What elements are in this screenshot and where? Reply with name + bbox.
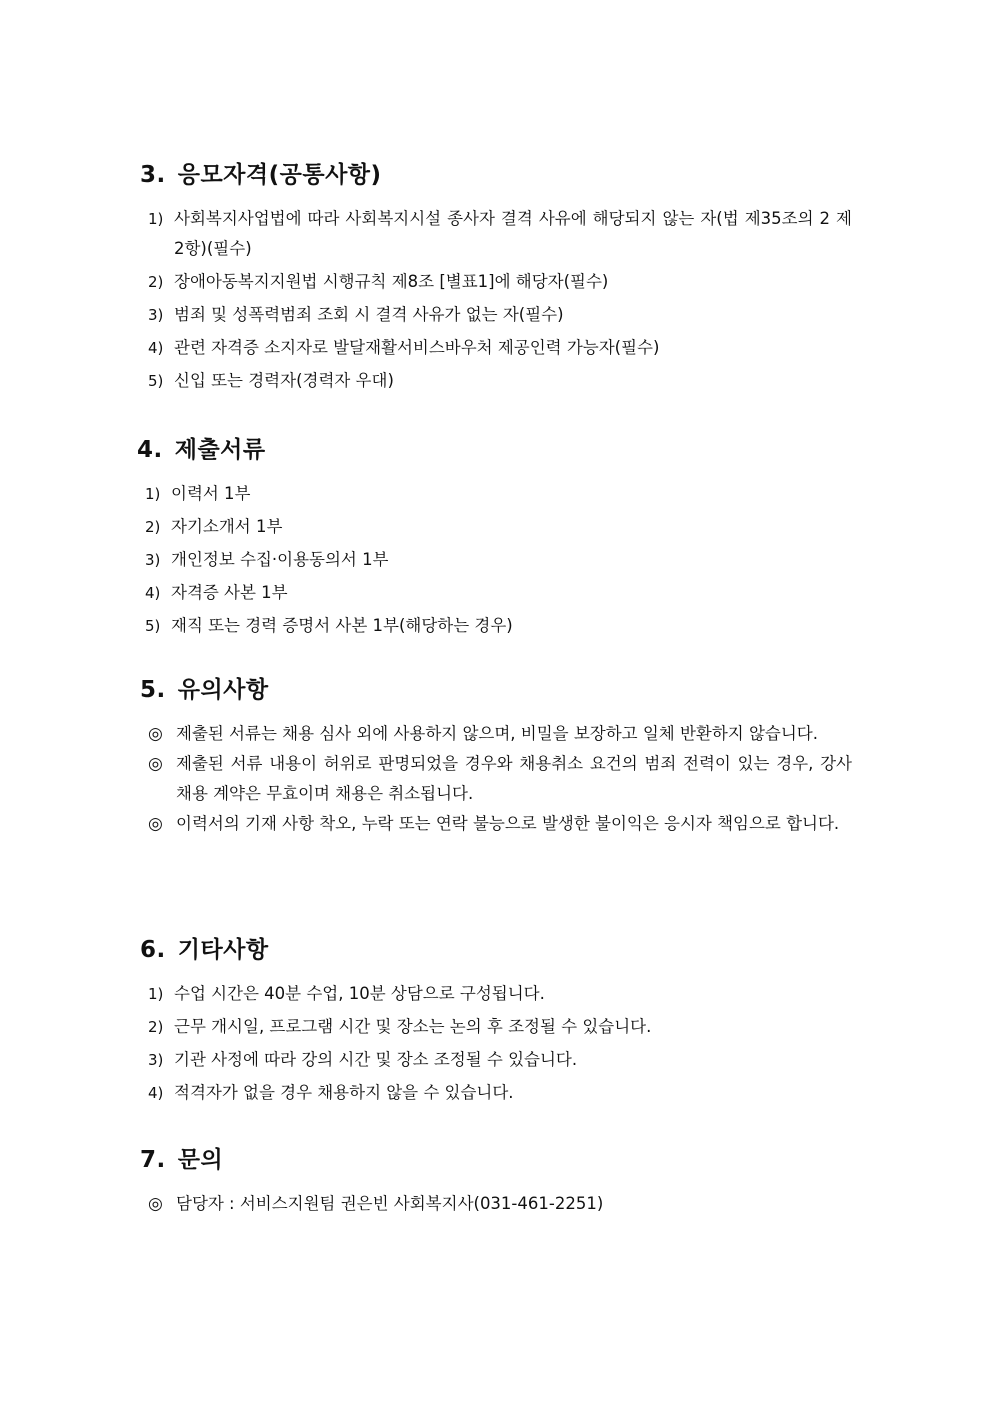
- section-qualifications: [140, 160, 852, 399]
- item-text: 사회복지사업법에 따라 사회복지시설 종사자 결격 사유에 해당되지 않는 자(법 제35조의 2 제2항)(필수): [174, 209, 852, 258]
- item-marker: 1): [148, 985, 164, 1003]
- section-number: 3.: [140, 162, 166, 188]
- item-marker: 1): [145, 485, 161, 503]
- notes-list: [140, 719, 852, 839]
- section-heading: [140, 935, 852, 965]
- section-number: 6.: [140, 937, 166, 963]
- section-title: 제출서류: [174, 437, 266, 463]
- item-marker: 1): [148, 210, 164, 228]
- list-item: [148, 809, 852, 839]
- list-item: [145, 578, 849, 608]
- list-item: [148, 267, 852, 297]
- documents-list: [137, 479, 849, 641]
- list-item: [145, 479, 849, 509]
- item-marker: 2): [145, 518, 161, 536]
- list-item: [148, 1078, 852, 1108]
- list-item: [148, 333, 852, 363]
- item-marker: 5): [145, 617, 161, 635]
- section-title: 응모자격(공통사항): [177, 162, 382, 188]
- bullet-icon: ◎: [148, 724, 163, 744]
- list-item: [148, 1012, 852, 1042]
- section-number: 5.: [140, 677, 166, 703]
- item-text: 제출된 서류는 채용 심사 외에 사용하지 않으며, 비밀을 보장하고 일체 반환하지 않습니다.: [176, 724, 818, 743]
- item-text: 기관 사정에 따라 강의 시간 및 장소 조정될 수 있습니다.: [174, 1050, 578, 1069]
- item-marker: 4): [148, 339, 164, 357]
- list-item: [148, 979, 852, 1009]
- list-item: [148, 300, 852, 330]
- bullet-icon: ◎: [148, 814, 163, 834]
- list-item: [145, 545, 849, 575]
- section-heading: [140, 675, 852, 705]
- item-text: 관련 자격증 소지자로 발달재활서비스바우처 제공인력 가능자(필수): [174, 338, 660, 357]
- section-title: 문의: [177, 1147, 224, 1173]
- bullet-icon: ◎: [148, 1194, 163, 1214]
- section-documents: [137, 435, 849, 644]
- section-heading: [137, 435, 849, 465]
- item-marker: 3): [145, 551, 161, 569]
- item-text: 수업 시간은 40분 수업, 10분 상담으로 구성됩니다.: [174, 984, 545, 1003]
- item-marker: 2): [148, 273, 164, 291]
- item-marker: 3): [148, 306, 164, 324]
- qualifications-list: [140, 204, 852, 396]
- section-contact: [140, 1145, 852, 1219]
- item-marker: 2): [148, 1018, 164, 1036]
- item-marker: 4): [148, 1084, 164, 1102]
- item-text: 자기소개서 1부: [171, 517, 283, 536]
- item-text: 근무 개시일, 프로그램 시간 및 장소는 논의 후 조정될 수 있습니다.: [174, 1017, 652, 1036]
- item-text: 이력서 1부: [171, 484, 251, 503]
- list-item: [148, 1045, 852, 1075]
- item-text: 이력서의 기재 사항 착오, 누락 또는 연락 불능으로 발생한 불이익은 응시자 책임으로 합니다.: [176, 814, 840, 833]
- item-text: 개인정보 수집·이용동의서 1부: [171, 550, 389, 569]
- list-item: [148, 204, 852, 264]
- item-text: 제출된 서류 내용이 허위로 판명되었을 경우와 채용취소 요건의 범죄 전력이 있는 경우, 강사 채용 계약은 무효이며 채용은 취소됩니다.: [176, 754, 852, 803]
- list-item: [148, 366, 852, 396]
- section-title: 기타사항: [177, 937, 269, 963]
- item-marker: 5): [148, 372, 164, 390]
- section-notes: [140, 675, 852, 839]
- list-item: [148, 719, 852, 749]
- list-item: [148, 749, 852, 809]
- section-number: 7.: [140, 1147, 166, 1173]
- list-item: [145, 512, 849, 542]
- section-title: 유의사항: [177, 677, 269, 703]
- item-marker: 4): [145, 584, 161, 602]
- item-marker: 3): [148, 1051, 164, 1069]
- section-number: 4.: [137, 437, 163, 463]
- list-item: [145, 611, 849, 641]
- item-text: 적격자가 없을 경우 채용하지 않을 수 있습니다.: [174, 1083, 514, 1102]
- item-text: 범죄 및 성폭력범죄 조회 시 결격 사유가 없는 자(필수): [174, 305, 564, 324]
- contact-list: [140, 1189, 852, 1219]
- item-text: 장애아동복지지원법 시행규칙 제8조 [별표1]에 해당자(필수): [174, 272, 609, 291]
- list-item: [148, 1189, 852, 1219]
- section-heading: [140, 160, 852, 190]
- contact-text: 담당자 : 서비스지원팀 권은빈 사회복지사(031-461-2251): [176, 1194, 604, 1213]
- item-text: 재직 또는 경력 증명서 사본 1부(해당하는 경우): [171, 616, 513, 635]
- item-text: 자격증 사본 1부: [171, 583, 288, 602]
- section-other: [140, 935, 852, 1111]
- section-heading: [140, 1145, 852, 1175]
- other-list: [140, 979, 852, 1108]
- item-text: 신입 또는 경력자(경력자 우대): [174, 371, 394, 390]
- bullet-icon: ◎: [148, 754, 163, 774]
